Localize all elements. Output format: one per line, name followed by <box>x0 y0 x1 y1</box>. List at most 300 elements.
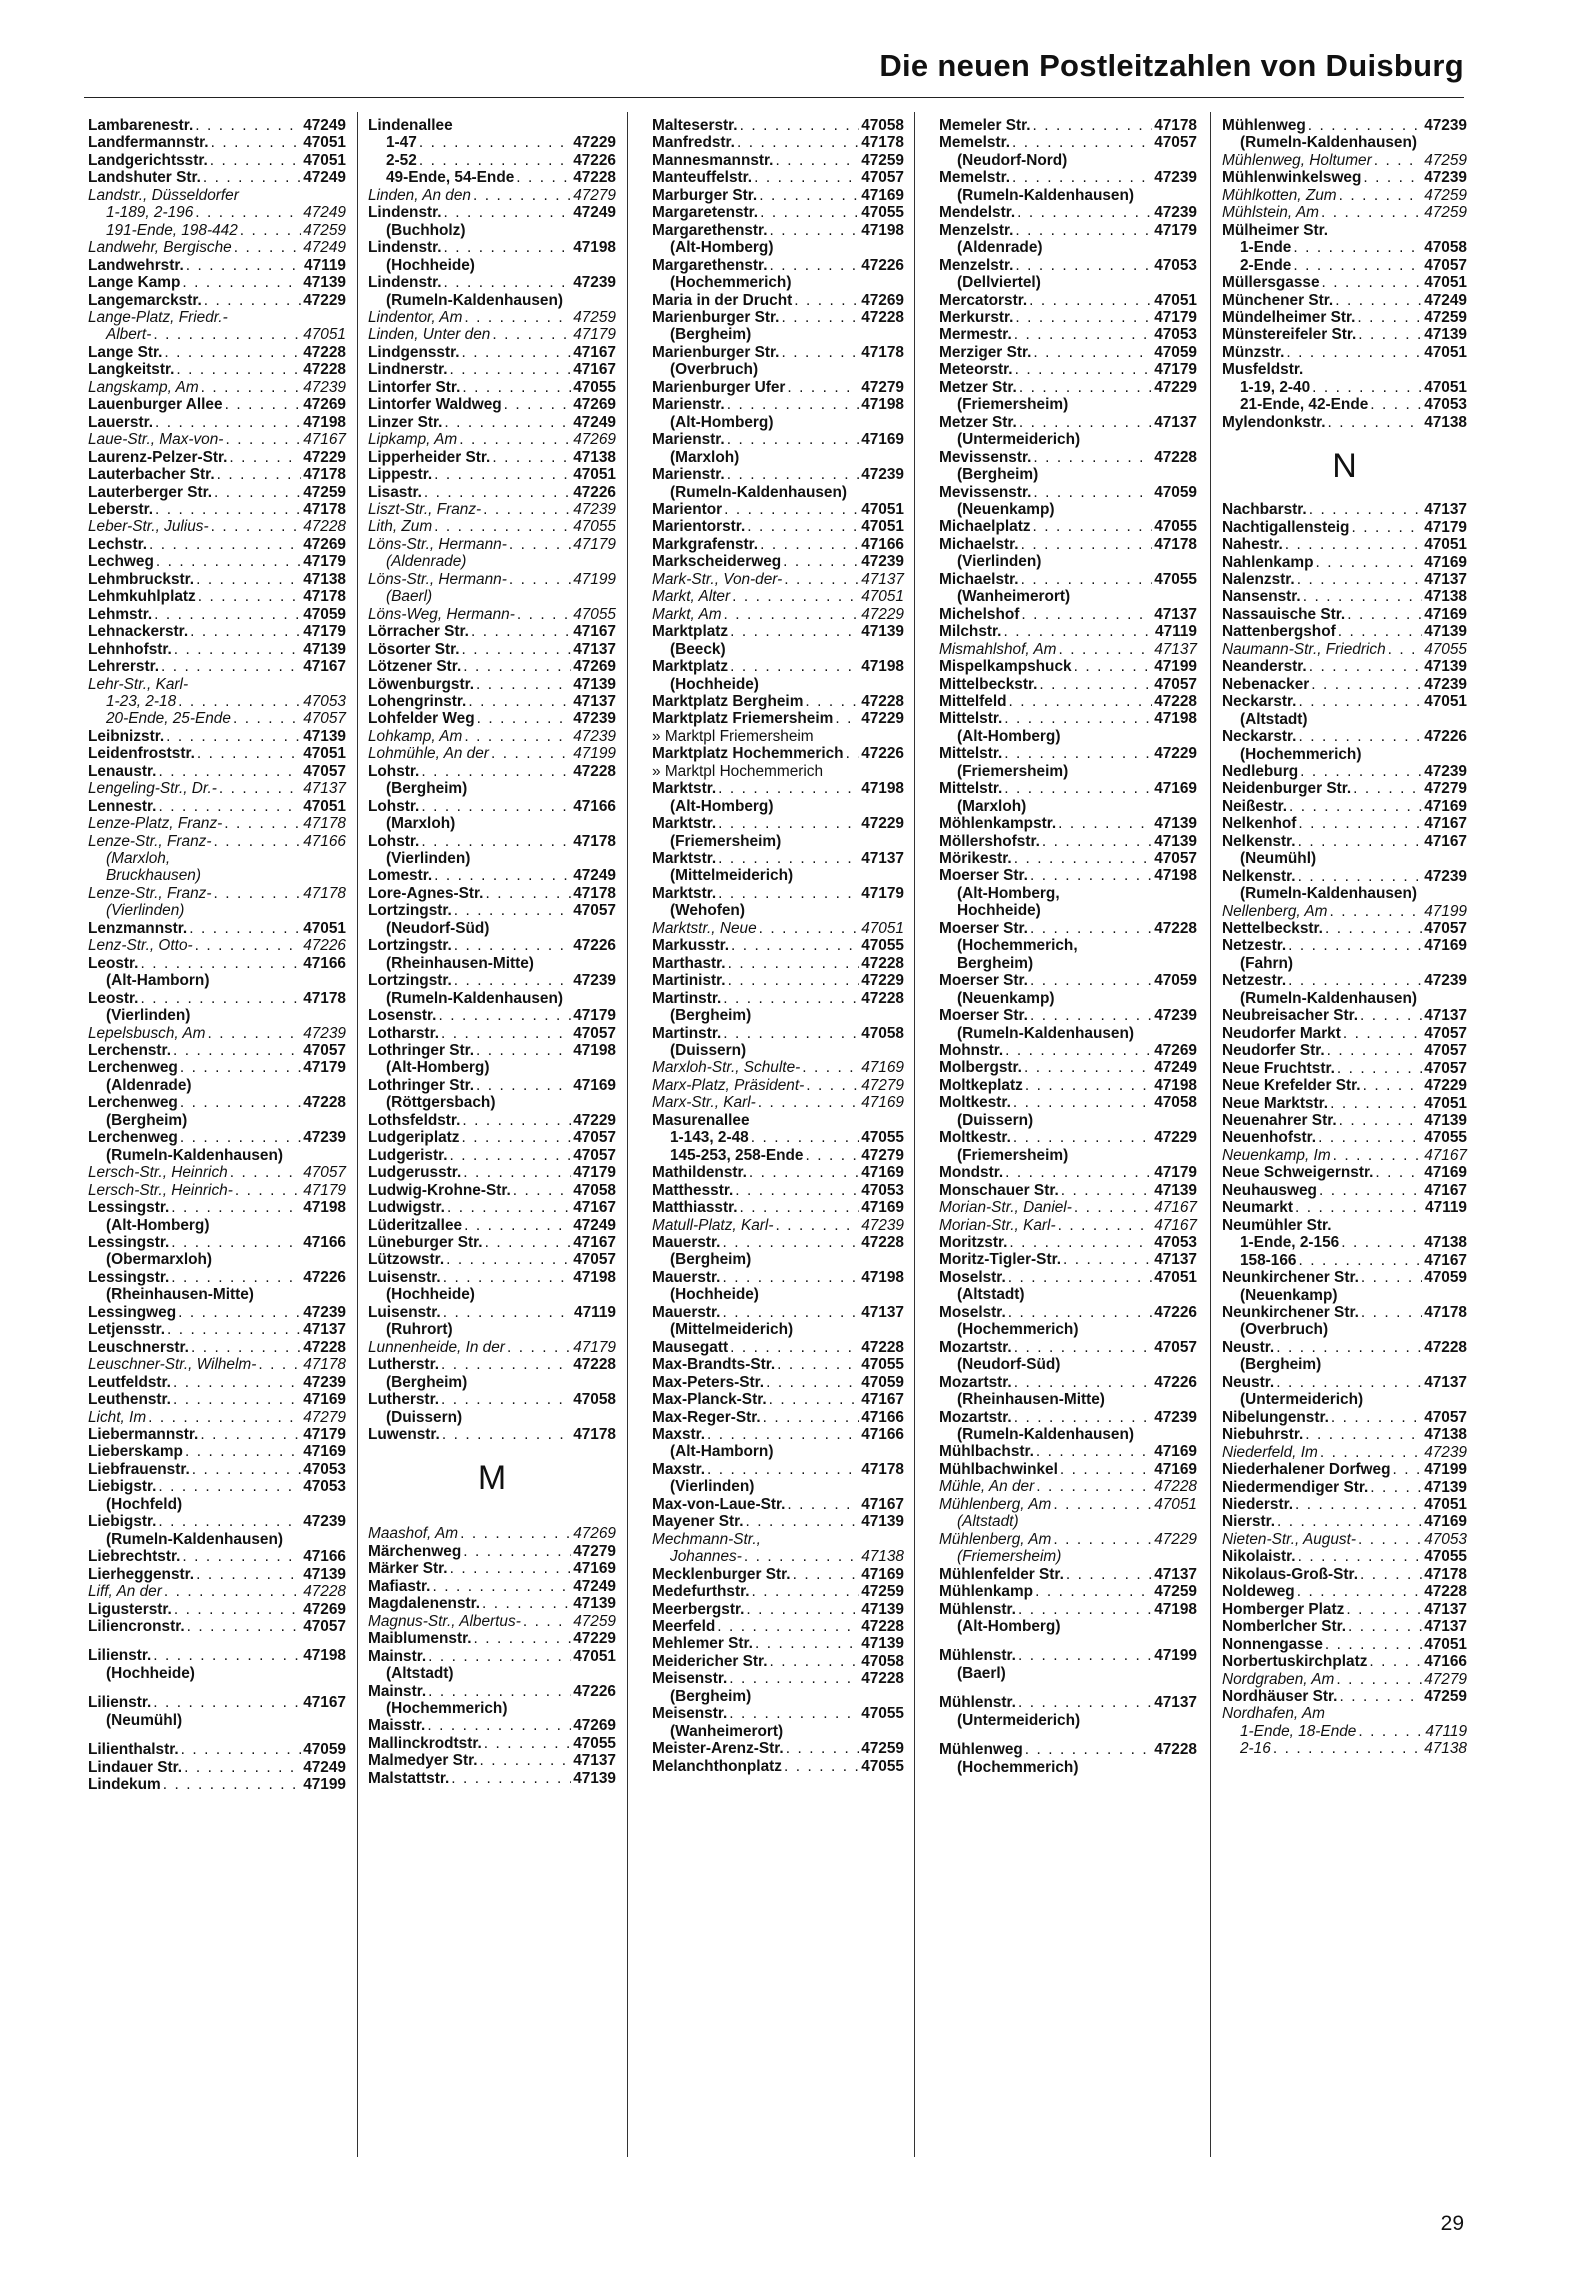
street-entry <box>939 1059 1197 1076</box>
dot-leader <box>1012 169 1152 186</box>
street-name: Liebigstr. <box>88 1478 157 1496</box>
street-name: Lehmbruckstr. <box>88 570 195 588</box>
street-name: Mühlenfelder Str. <box>939 1565 1064 1583</box>
dot-leader <box>737 134 859 151</box>
street-entry <box>939 780 1197 797</box>
dot-leader <box>1361 1304 1422 1321</box>
street-name: 145-253, 258-Ende <box>670 1146 804 1164</box>
postal-code: 47239 <box>1154 204 1197 222</box>
street-name: Nassauische Str. <box>1222 605 1346 623</box>
street-entry <box>1222 554 1467 571</box>
dot-leader <box>473 1630 571 1647</box>
postal-code: 47169 <box>1424 797 1467 815</box>
postal-code: 47179 <box>1154 308 1197 326</box>
district-note: (Hochheide) <box>386 256 475 274</box>
street-entry <box>652 972 904 989</box>
postal-code: 47169 <box>573 1076 616 1094</box>
street-name: Lieberskamp <box>88 1443 183 1461</box>
district-note: (Vierlinden) <box>106 1007 191 1025</box>
postal-code: 47051 <box>1154 291 1197 309</box>
street-entry <box>652 1304 904 1321</box>
street-name: Markscheiderweg <box>652 553 782 571</box>
dot-leader <box>1018 1647 1152 1664</box>
column-separator <box>1210 112 1211 2157</box>
postal-code: 47259 <box>1424 151 1467 169</box>
dot-leader <box>1015 222 1152 239</box>
postal-code: 47059 <box>1424 1269 1467 1287</box>
street-entry <box>939 1478 1197 1495</box>
street-name: Lenze-Str., Franz- <box>88 832 212 850</box>
postal-code: 47269 <box>573 658 616 676</box>
postal-code: 47169 <box>1154 1460 1197 1478</box>
street-name: Liff, An der <box>88 1583 162 1601</box>
dot-leader <box>459 431 571 448</box>
street-entry <box>652 169 904 186</box>
street-name: Neudorfer Str. <box>1222 1042 1325 1060</box>
street-entry <box>1222 833 1467 850</box>
district-note: (Röttgersbach) <box>386 1094 496 1112</box>
street-entry <box>652 1374 904 1391</box>
street-entry <box>939 1531 1197 1548</box>
postal-code: 47053 <box>1424 1530 1467 1548</box>
street-name: Letjensstr. <box>88 1321 165 1339</box>
street-name: Meisenstr. <box>652 1705 728 1723</box>
dot-leader <box>729 1705 859 1722</box>
postal-code: 47228 <box>861 692 904 710</box>
dot-leader <box>509 536 571 553</box>
postal-code: 47249 <box>303 117 346 134</box>
street-entry <box>939 1164 1197 1181</box>
street-entry <box>1222 972 1467 989</box>
district-note: (Altstadt) <box>957 1513 1019 1531</box>
street-entry <box>652 1025 904 1042</box>
street-entry <box>88 466 346 483</box>
street-entry <box>368 1648 616 1665</box>
dot-leader <box>462 1129 572 1146</box>
dot-leader <box>153 326 301 343</box>
district-note: (Aldenrade) <box>106 1076 192 1094</box>
district-note: (Wanheimerort) <box>670 1722 784 1740</box>
dot-leader <box>1058 1217 1153 1234</box>
street-entry <box>88 239 346 256</box>
dot-leader <box>1358 326 1422 343</box>
district-note: (Untermeiderich) <box>1240 1391 1364 1409</box>
dot-leader <box>208 1025 302 1042</box>
street-entry <box>1222 1112 1467 1129</box>
postal-code: 47051 <box>303 919 346 937</box>
district-note: (Altstadt) <box>1240 710 1308 728</box>
district-note: (Rumeln-Kaldenhausen) <box>386 989 564 1007</box>
street-entry <box>1222 1025 1467 1042</box>
street-entry <box>939 676 1197 693</box>
postal-code: 47138 <box>1424 1234 1467 1252</box>
street-name: Landgerichtsstr. <box>88 151 208 169</box>
street-entry <box>88 623 346 640</box>
street-entry <box>368 1560 616 1577</box>
district-note: (Alt-Hamborn) <box>106 972 210 990</box>
postal-code: 47058 <box>861 1652 904 1670</box>
street-entry <box>1222 414 1467 431</box>
postal-code: 47259 <box>1424 186 1467 204</box>
street-name: Martinistr. <box>652 972 726 990</box>
dot-leader <box>793 1566 860 1583</box>
street-entry <box>88 1025 346 1042</box>
street-entry <box>939 414 1197 431</box>
street-name: Mittelstr. <box>939 780 1003 798</box>
dot-leader <box>158 1513 301 1530</box>
street-name: Mühlenberg, Am <box>939 1530 1052 1548</box>
street-entry <box>939 344 1197 361</box>
street-entry <box>939 361 1197 378</box>
postal-code: 47139 <box>861 623 904 641</box>
dot-leader <box>230 1164 301 1181</box>
postal-code: 47249 <box>573 1216 616 1234</box>
street-name: 1-189, 2-196 <box>106 204 194 222</box>
street-name: Michelshof <box>939 605 1020 623</box>
street-entry <box>939 693 1197 710</box>
postal-code: 47249 <box>573 204 616 222</box>
street-name: Liebermannstr. <box>88 1425 199 1443</box>
postal-code: 47058 <box>1424 239 1467 257</box>
postal-code: 47137 <box>1154 605 1197 623</box>
street-entry <box>1222 1705 1467 1722</box>
street-name: Mondstr. <box>939 1164 1004 1182</box>
dot-leader <box>451 1770 571 1787</box>
district-note: (Rheinhausen-Mitte) <box>386 954 534 972</box>
street-name: Lohkamp, Am <box>368 727 463 745</box>
postal-code: 47179 <box>303 1425 346 1443</box>
dot-leader <box>181 1741 302 1758</box>
dot-leader <box>1341 1234 1422 1251</box>
street-entry <box>88 1513 346 1530</box>
dot-leader <box>1375 1164 1422 1181</box>
postal-code: 47199 <box>1424 902 1467 920</box>
district-note: (Overbruch) <box>1240 1321 1329 1339</box>
dot-leader <box>1327 414 1422 431</box>
street-name: Lippestr. <box>368 466 433 484</box>
postal-code: 47228 <box>1154 1741 1197 1759</box>
street-name: Lennestr. <box>88 797 157 815</box>
postal-code: 47119 <box>304 256 346 274</box>
postal-code: 47139 <box>303 640 346 658</box>
street-entry <box>1222 798 1467 815</box>
dot-leader <box>229 449 301 466</box>
street-entry <box>88 1776 346 1793</box>
postal-code: 47137 <box>861 1303 904 1321</box>
dot-leader <box>1318 1129 1422 1146</box>
dot-leader <box>1339 1112 1423 1129</box>
street-name: Lindekum <box>88 1776 161 1794</box>
dot-leader <box>516 169 571 186</box>
postal-code: 47198 <box>1154 867 1197 885</box>
street-name: Nordgraben, Am <box>1222 1670 1335 1688</box>
dot-leader <box>1033 518 1153 535</box>
street-entry <box>88 169 346 186</box>
street-entry <box>88 1741 346 1758</box>
street-name: Landwehr, Bergische <box>88 239 232 257</box>
dot-leader <box>462 379 571 396</box>
dot-leader <box>1327 1042 1423 1059</box>
postal-code: 47279 <box>861 1076 904 1094</box>
street-entry <box>652 763 904 780</box>
district-note: (Duissern) <box>670 1042 747 1060</box>
district-note: (Rumeln-Kaldenhausen) <box>957 1024 1135 1042</box>
spacer <box>88 1635 346 1647</box>
dot-leader <box>787 1496 859 1513</box>
postal-code: 47166 <box>861 535 904 553</box>
dot-leader <box>196 1566 301 1583</box>
street-entry <box>939 1566 1197 1583</box>
postal-code: 47119 <box>1155 623 1197 641</box>
street-entry <box>939 222 1197 239</box>
street-entry <box>1222 1409 1467 1426</box>
street-entry <box>652 658 904 675</box>
postal-code: 47055 <box>861 1705 904 1723</box>
street-name: 1-143, 2-48 <box>670 1129 749 1147</box>
dot-leader <box>775 1217 859 1234</box>
street-entry <box>652 536 904 553</box>
district-note: (Bergheim) <box>106 1111 188 1129</box>
district-note: (Hochfeld) <box>106 1495 183 1513</box>
street-name: Niederstr. <box>1222 1495 1294 1513</box>
street-name: Neanderstr. <box>1222 658 1307 676</box>
postal-code: 47057 <box>303 1617 346 1635</box>
street-name: Malmedyer Str. <box>368 1752 478 1770</box>
street-name: Naumann-Str., Friedrich <box>1222 640 1386 658</box>
district-note: (Friemersheim) <box>957 762 1069 780</box>
street-entry <box>1222 1304 1467 1321</box>
street-name: Nierstr. <box>1222 1513 1276 1531</box>
district-note: (Neumühl) <box>106 1711 183 1729</box>
street-entry <box>939 833 1197 850</box>
street-entry <box>652 815 904 832</box>
dot-leader <box>234 239 301 256</box>
postal-code: 47259 <box>303 483 346 501</box>
postal-code: 47239 <box>1424 762 1467 780</box>
district-note: (Duissern) <box>957 1111 1034 1129</box>
street-entry <box>1222 222 1467 239</box>
street-name: Neue Marktstr. <box>1222 1094 1329 1112</box>
dot-leader <box>723 1025 859 1042</box>
dot-leader <box>428 1683 571 1700</box>
dot-leader <box>1021 536 1153 553</box>
street-entry <box>88 1374 346 1391</box>
dot-leader <box>438 1007 571 1024</box>
street-name: Johannes- <box>670 1548 742 1566</box>
dot-leader <box>225 396 302 413</box>
street-entry <box>88 1478 346 1495</box>
street-entry <box>368 1752 616 1769</box>
dot-leader <box>1347 606 1422 623</box>
street-name: Lotharstr. <box>368 1024 439 1042</box>
street-entry <box>368 972 616 989</box>
street-entry <box>1222 1566 1467 1583</box>
dot-leader <box>751 1129 859 1146</box>
postal-code: 47239 <box>861 553 904 571</box>
street-entry <box>1222 1461 1467 1478</box>
dot-leader <box>441 1356 571 1373</box>
postal-code: 47239 <box>861 466 904 484</box>
street-name: Lehmstr. <box>88 605 153 623</box>
dot-leader <box>728 972 860 989</box>
postal-code: 47178 <box>861 134 904 152</box>
dot-leader <box>421 798 571 815</box>
dot-leader <box>760 204 859 221</box>
dot-leader <box>722 1304 859 1321</box>
spacer <box>88 1729 346 1741</box>
postal-code: 47228 <box>1154 448 1197 466</box>
street-name: Mechmann-Str., <box>652 1530 761 1548</box>
street-entry <box>652 780 904 797</box>
street-entry <box>1222 676 1467 693</box>
street-name: 158-166 <box>1240 1251 1297 1269</box>
street-entry <box>88 1461 346 1478</box>
street-entry <box>368 885 616 902</box>
street-entry <box>1222 1740 1467 1757</box>
street-name: Luisenstr. <box>368 1303 441 1321</box>
street-entry <box>652 1094 904 1111</box>
district-note: (Marxloh, <box>106 850 171 868</box>
street-name: Lindenallee <box>368 117 453 134</box>
dot-leader <box>1005 1164 1152 1181</box>
dot-leader <box>443 1269 571 1286</box>
postal-code: 47198 <box>1154 710 1197 728</box>
postal-code: 47167 <box>1424 1251 1467 1269</box>
street-name: Lintorfer Waldweg <box>368 396 502 414</box>
street-entry <box>1222 1147 1467 1164</box>
street-name: Mühlbachstr. <box>939 1443 1034 1461</box>
street-name: Neudorfer Markt <box>1222 1024 1341 1042</box>
street-entry <box>1222 187 1467 204</box>
street-entry <box>368 1147 616 1164</box>
street-name: Mittelbeckstr. <box>939 675 1038 693</box>
district-note: (Ruhrort) <box>386 1321 453 1339</box>
postal-code: 47228 <box>303 361 346 379</box>
street-entry <box>368 571 616 588</box>
dot-leader <box>1331 1409 1422 1426</box>
street-name: Ludwigstr. <box>368 1199 445 1217</box>
street-entry <box>652 1391 904 1408</box>
postal-code: 47139 <box>573 1595 616 1613</box>
street-name: Mittelstr. <box>939 710 1003 728</box>
street-name: Marktplatz Bergheim <box>652 692 804 710</box>
spacer <box>939 1682 1197 1694</box>
street-name: Mehlemer Str. <box>652 1635 753 1653</box>
street-entry <box>368 414 616 431</box>
street-entry <box>1222 1723 1467 1740</box>
street-entry <box>652 990 904 1007</box>
postal-code: 47137 <box>303 780 346 798</box>
district-note: (Untermeiderich) <box>957 1711 1081 1729</box>
postal-code: 47057 <box>573 1024 616 1042</box>
postal-code: 47178 <box>303 884 346 902</box>
postal-code: 47229 <box>573 1111 616 1129</box>
street-name: Mittelstr. <box>939 745 1003 763</box>
street-entry <box>368 1217 616 1234</box>
street-name: Neubreisacher Str. <box>1222 1007 1359 1025</box>
district-note: (Marxloh) <box>957 797 1027 815</box>
street-entry <box>88 658 346 675</box>
street-entry <box>1222 1164 1467 1181</box>
street-entry <box>1222 1339 1467 1356</box>
street-entry <box>939 1461 1197 1478</box>
street-entry <box>368 763 616 780</box>
postal-code: 47259 <box>861 1740 904 1758</box>
street-entry <box>1222 1444 1467 1461</box>
dot-leader <box>1058 641 1152 658</box>
street-entry <box>368 326 616 343</box>
postal-code: 47169 <box>1154 780 1197 798</box>
postal-code: 47239 <box>1424 117 1467 134</box>
district-note: (Hochemmerich) <box>670 274 792 292</box>
street-entry <box>939 1304 1197 1321</box>
street-entry <box>88 344 346 361</box>
street-name: Langskamp, Am <box>88 378 199 396</box>
dot-leader <box>191 1339 301 1356</box>
dot-leader <box>1063 1251 1152 1268</box>
street-entry <box>1222 1618 1467 1635</box>
district-note: Bruckhausen) <box>106 867 201 885</box>
street-name: Neue Fruchtstr. <box>1222 1059 1335 1077</box>
district-note: (Neumühl) <box>1240 850 1317 868</box>
postal-code: 47228 <box>861 1670 904 1688</box>
street-name: Lohengrinstr. <box>368 692 467 710</box>
street-name: Lange Str. <box>88 343 163 361</box>
dot-leader <box>1298 833 1423 850</box>
street-name: Nattenbergshof <box>1222 623 1336 641</box>
street-entry <box>88 920 346 937</box>
postal-code: 47137 <box>1154 1251 1197 1269</box>
street-name: Leuthenstr. <box>88 1391 171 1409</box>
postal-code: 47167 <box>1424 832 1467 850</box>
postal-code: 47198 <box>303 1647 346 1665</box>
street-entry <box>88 1269 346 1286</box>
street-name: Mispelkampshuck <box>939 658 1072 676</box>
street-name: Mühlstein, Am <box>1222 204 1319 222</box>
street-entry <box>1222 1601 1467 1618</box>
postal-code: 47059 <box>861 1373 904 1391</box>
street-name: Lenz-Str., Otto- <box>88 937 193 955</box>
postal-code: 47269 <box>303 396 346 414</box>
dot-leader <box>1285 536 1422 553</box>
street-name: Michaelstr. <box>939 535 1019 553</box>
street-name: Langemarckstr. <box>88 291 202 309</box>
postal-code: 47198 <box>1154 1076 1197 1094</box>
street-entry <box>368 449 616 466</box>
dot-leader <box>718 885 859 902</box>
postal-code: 47169 <box>861 1164 904 1182</box>
street-entry <box>368 1042 616 1059</box>
street-name: Netzestr. <box>1222 937 1287 955</box>
street-name: Mühlenweg <box>1222 117 1306 134</box>
street-name: Löns-Str., Hermann- <box>368 570 507 588</box>
street-entry <box>939 204 1197 221</box>
street-entry <box>368 1543 616 1560</box>
street-entry <box>652 920 904 937</box>
postal-code: 47279 <box>1424 1670 1467 1688</box>
street-name: 191-Ende, 198-442 <box>106 221 238 239</box>
street-entry <box>652 466 904 483</box>
street-entry <box>939 710 1197 727</box>
postal-code: 47055 <box>573 1734 616 1752</box>
street-name: Meerfeld <box>652 1617 716 1635</box>
street-name: Luwenstr. <box>368 1425 440 1443</box>
postal-code: 47139 <box>303 1565 346 1583</box>
street-entry <box>652 588 904 605</box>
dot-leader <box>485 1234 572 1251</box>
postal-code: 47055 <box>861 204 904 222</box>
street-entry <box>88 676 346 693</box>
